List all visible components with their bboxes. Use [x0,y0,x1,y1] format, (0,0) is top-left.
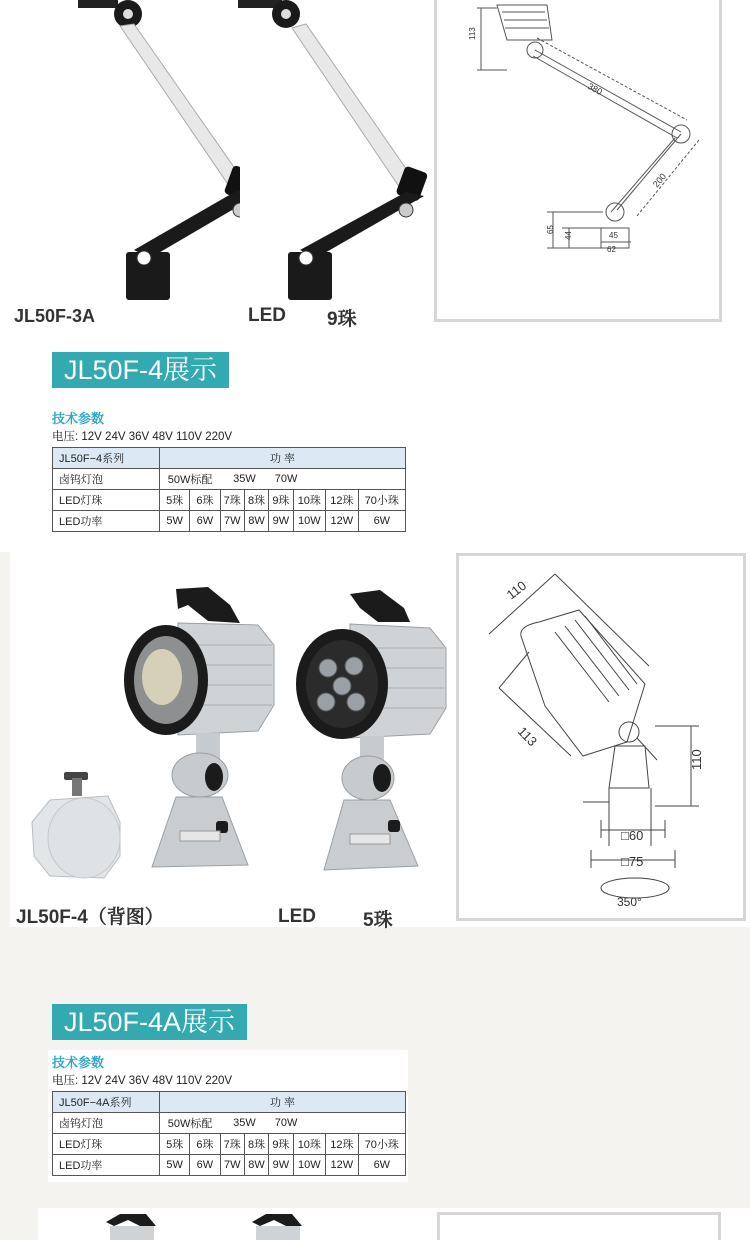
led-beads-cell: 6珠 [190,1134,220,1155]
dim-rotation-350: 350° [617,895,642,909]
dim-113: 113 [514,723,541,749]
halogen-value: 50W标配 [160,1113,221,1134]
led-power-cell: 6W [358,511,405,532]
dim-62: 62 [607,245,616,254]
led-power-label: LED功率 [53,1155,160,1176]
led-beads-cell: 12珠 [326,490,359,511]
dim-square-75: □75 [621,854,644,869]
lamp-photo-halogen [118,585,288,885]
halogen-value: 35W [220,1113,269,1134]
led-power-cell: 6W [190,511,220,532]
section3-voltage: 电压: 12V 24V 36V 48V 110V 220V [52,1075,233,1087]
led-power-cell: 9W [269,1155,293,1176]
section2-spec-table [52,447,406,532]
dim-44: 44 [564,231,573,240]
led-beads-cell: 70小珠 [358,1134,405,1155]
section2-spec-title: 技术参数 [52,412,105,427]
dim-380: 380 [586,81,605,98]
caption-led: LED [278,906,316,927]
led-power-cell: 5W [160,1155,190,1176]
dimension-diagram-1 [434,0,722,322]
halogen-value: 35W [220,469,269,490]
arm-lamp-drawing [437,0,719,318]
halogen-value: 70W [269,1113,406,1134]
led-beads-label: LED灯珠 [53,1134,160,1155]
dim-square-60: □60 [621,828,644,843]
series-cell: JL50F−4系列 [53,448,160,469]
led-beads-cell: 8珠 [244,1134,268,1155]
led-beads-cell: 5珠 [160,490,190,511]
section2-voltage: 电压: 12V 24V 36V 48V 110V 220V [52,431,233,443]
dim-65: 65 [546,225,555,234]
section2-banner: JL50F-4展示 [52,352,229,388]
dimension-diagram-2 [456,553,746,921]
caption-led: LED [248,305,286,326]
caption-jl50f-3a: JL50F-3A [14,306,96,326]
caption-led-count: 5珠 [363,910,393,931]
led-beads-cell: 9珠 [269,1134,293,1155]
dim-110-side: 110 [689,749,704,770]
led-power-cell: 8W [244,511,268,532]
power-header: 功 率 [160,1092,406,1113]
led-power-cell: 9W [269,511,293,532]
lamp-photo-partial-1 [100,1212,160,1240]
caption-jl50f-4-back: JL50F-4（背图） [16,907,164,928]
led-beads-cell: 7珠 [220,1134,244,1155]
led-power-cell: 12W [326,511,359,532]
halogen-label: 卤钨灯泡 [53,469,160,490]
led-beads-cell: 5珠 [160,1134,190,1155]
led-beads-cell: 70小珠 [358,490,405,511]
dim-110-top: 110 [503,577,530,603]
dimension-diagram-3-partial [437,1212,721,1240]
led-beads-cell: 9珠 [269,490,293,511]
led-beads-cell: 7珠 [220,490,244,511]
halogen-value: 50W标配 [160,469,221,490]
led-beads-cell: 10珠 [293,1134,326,1155]
led-beads-cell: 10珠 [293,490,326,511]
led-power-label: LED功率 [53,511,160,532]
led-power-cell: 10W [293,1155,326,1176]
series-cell: JL50F−4A系列 [53,1092,160,1113]
power-header: 功 率 [160,448,406,469]
led-power-cell: 6W [190,1155,220,1176]
led-beads-cell: 6珠 [190,490,220,511]
lamp-photo-partial-2 [246,1212,306,1240]
caption-led-count: 9珠 [327,309,357,330]
led-power-cell: 12W [326,1155,359,1176]
led-power-cell: 5W [160,511,190,532]
dim-45: 45 [609,231,618,240]
halogen-value: 70W [269,469,406,490]
led-beads-cell: 12珠 [326,1134,359,1155]
lamp-photo-jl50f-3a [60,0,240,305]
section3-banner: JL50F-4A展示 [52,1004,247,1040]
halogen-label: 卤钨灯泡 [53,1113,160,1134]
lamp-photo-back-view [20,770,130,890]
dim-200: 200 [650,171,669,190]
lamp-photo-led-9 [230,0,430,305]
section3-spec-table [52,1091,406,1176]
head-lamp-drawing [459,556,743,918]
section3-spec-title: 技术参数 [52,1056,105,1071]
led-power-cell: 10W [293,511,326,532]
led-power-cell: 7W [220,1155,244,1176]
led-power-cell: 8W [244,1155,268,1176]
led-beads-cell: 8珠 [244,490,268,511]
led-power-cell: 6W [358,1155,405,1176]
dim-113: 113 [468,27,477,40]
led-power-cell: 7W [220,511,244,532]
lamp-photo-led-5 [290,588,450,888]
led-beads-label: LED灯珠 [53,490,160,511]
